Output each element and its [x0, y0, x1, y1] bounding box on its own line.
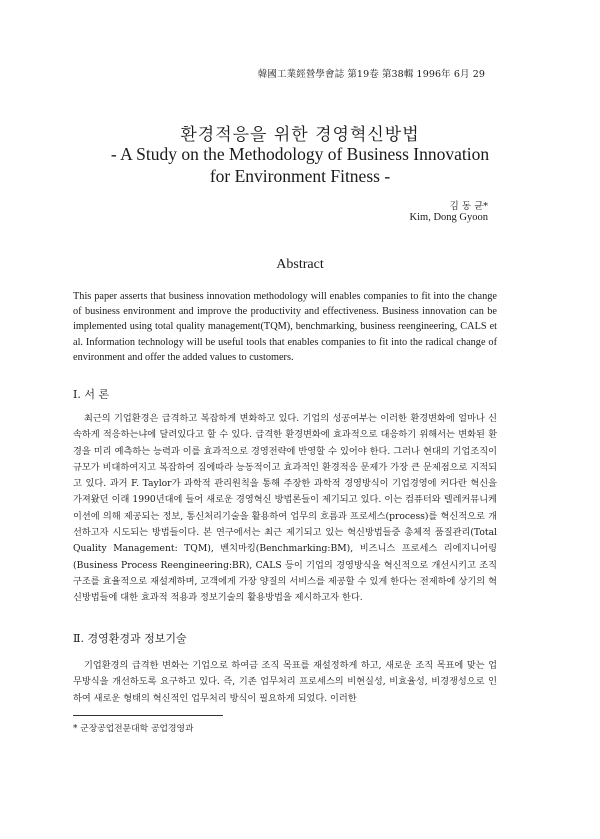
section-paragraph-environment: 기업환경의 급격한 변화는 기업으로 하여금 조직 목표를 재설정하게 하고, 새로운 조직 목표에 맞는 업무방식을 개선하도록 요구하고 있다. 즉, 기존 업무처리 프로세스의 비현실성, 비효율성, 비경쟁성으로 인하여 새로운 형태의 혁신적인 업무처리 방식이 필요하게 되었다. 이러한 [73, 660, 497, 704]
abstract-text: This paper asserts that business innovation methodology will enables companies to fit into the change of business environment and improve the productivity and effectiveness. Business innovation can be implemented using total quality management(TQM), benchmarking, business reengineering, CALS et al. Information technology will be useful tools that enables companies to fit into the radical change of environment and offer the added values to customers. [73, 291, 497, 363]
section-heading-environment: Ⅱ. 경영환경과 정보기술 [73, 632, 187, 645]
author-korean: 김 동 균* [449, 201, 488, 212]
journal-header: 韓國工業經營學會誌 第19卷 第38輯 1996年 6月 29 [257, 69, 485, 80]
abstract-heading: Abstract [276, 257, 324, 272]
title-english-line1: - A Study on the Methodology of Business Innovation [110, 144, 490, 164]
title-english-line2: for Environment Fitness - [209, 166, 391, 186]
author-english: Kim, Dong Gyoon [409, 212, 488, 223]
section-paragraph-introduction: 최근의 기업환경은 급격하고 복잡하게 변화하고 있다. 기업의 성공여부는 이러한 환경변화에 얼마나 신속하게 적응하는냐에 달려있다고 할 수 있다. 급격한 환경변화에 효과적으로 대응하기 위해서는 변화된 환경을 미리 예측하는 능력과 이를 효과적으로 경영전략에 반영할 수 있어야 한다. 그러나 현대의 기업조직이 규모가 비대하여지고 복잡하여 짐에따라 능동적이고 효과적인 환경적응 문제가 가장 큰 문제점으로 지적되고 있다. 과거 F. Taylor가 과학적 관리원칙을 통해 주장한 과학적 경영방식이 기업경영에 커다란 혁신을 가져왔던 이래 1990년대에 들어 새로운 경영혁신 방법론들이 제기되고 있다. 이는 컴퓨터와 텔레커뮤니케이션에 의해 제공되는 정보, 통신처리기술을 활용하여 업무의 흐름과 프로세스(process)를 혁신적으로 개선하고자 시도되는 방법들이다. 본 연구에서는 최근 제기되고 있는 혁신방법들중 총체적 품질관리(Total Quality Management: TQM), 벤치마킹(Benchmarking:BM), 비즈니스 프로세스 리에지니어링(Business Process Reengineering:BR), CALS 등이 기업의 경영방식을 혁신적으로 개선시키고 조직구조를 효율적으로 재설계하며, 고객에게 가장 양질의 서비스를 제공할 수 있게 한다는 전제하에 상기의 혁신방법들에 대한 효과적 적용과 정보기술의 활용방법을 제시하고자 한다. [73, 413, 497, 604]
footnote-divider [73, 715, 223, 716]
section-heading-introduction: Ⅰ. 서 론 [73, 388, 110, 401]
title-korean: 환경적응을 위한 경영혁신방법 [180, 125, 420, 145]
footnote-affiliation: * 군장공업전문대학 공업경영과 [73, 724, 194, 734]
